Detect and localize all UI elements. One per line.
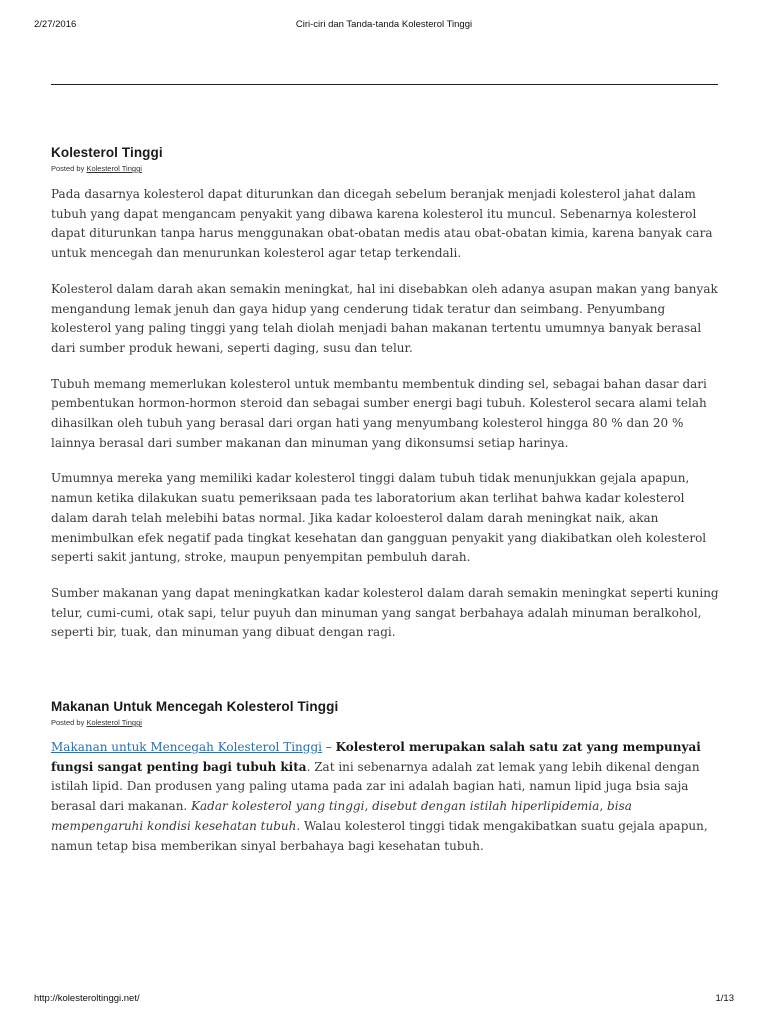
article-link[interactable]: Makanan untuk Mencegah Kolesterol Tinggi (51, 740, 322, 754)
post-title: Makanan Untuk Mencegah Kolesterol Tinggi (51, 699, 339, 714)
posted-by-label: Posted by (51, 718, 85, 727)
paragraph-1 (51, 738, 719, 856)
body-text-2: Walau kolesterol tinggi tidak mengakibatkan suatu gejala apapun, namun tetap bisa memberikan sinyal berbahaya bagi kesehatan tubuh. (51, 818, 708, 853)
print-date: 2/27/2016 (34, 19, 77, 30)
header-divider (51, 84, 718, 85)
posted-by-label: Posted by (51, 164, 85, 173)
print-page-title: Ciri-ciri dan Tanda-tanda Kolesterol Tinggi (295, 19, 473, 30)
post-kolesterol-tinggi (51, 145, 719, 643)
bold-statement: Kolesterol merupakan salah satu zat yang mempunyai fungsi sangat penting bagi tubuh kita (51, 740, 701, 774)
paragraph-3: Tubuh memang memerlukan kolesterol untuk membantu membentuk dinding sel, sebagai bahan dasar dari pembentukan hormon-hormon steroid dan sebagai sumber energi bagi tubuh. Kolesterol secara alami telah dihasilkan oleh tubuh yang berasal dari organ hati yang menyumbang kolesterol hingga 80 % dan 20 % lainnya berasal dari sumber makanan dan minuman yang dikonsumsi setiap harinya. (51, 376, 707, 450)
author-link[interactable]: Kolesterol Tinggi (86, 718, 142, 727)
paragraph-5: Sumber makanan yang dapat meningkatkan kadar kolesterol dalam darah semakin meningkat seperti kuning telur, cumi-cumi, otak sapi, telur puyuh dan minuman yang sangat berbahaya adalah minuman beralkohol, seperti bir, tuak, dan minuman yang dibuat dengan ragi. (51, 585, 719, 640)
paragraph-2: Kolesterol dalam darah akan semakin meningkat, hal ini disebabkan oleh adanya asupan makan yang banyak mengandung lemak jenuh dan gaya hidup yang cenderung tidak teratur dan seimbang. Penyumbang kolesterol yang paling tinggi yang telah diolah menjadi bahan makanan tertentu umumnya banyak berasal dari sumber produk hewani, seperti daging, susu dan telur. (51, 281, 718, 355)
period: . (306, 759, 311, 774)
paragraph-1: Pada dasarnya kolesterol dapat diturunkan dan dicegah sebelum beranjak menjadi kolesterol jahat dalam tubuh yang dapat mengancam penyakit yang dibawa karena kolesterol itu muncul. Sebenarnya kolesterol dapat diturunkan tanpa harus menggunakan obat-obatan medis atau obat-obatan kimia, karena banyak cara untuk mencegah dan menurunkan kolesterol agar tetap terkendali. (51, 187, 713, 261)
post-meta (51, 164, 719, 173)
dash-separator: – (321, 740, 336, 754)
post-title: Kolesterol Tinggi (51, 145, 163, 160)
body-text-1: Zat ini sebenarnya adalah zat lemak yang lebih dikenal dengan istilah lipid. Dan produsen yang paling utama pada zar ini adalah bagian hati, namun lipid juga bsia saja berasal dari makanan. (51, 759, 700, 814)
page-number: 1/13 (715, 993, 734, 1004)
post-meta (51, 718, 719, 727)
author-link[interactable]: Kolesterol Tinggi (86, 164, 142, 173)
italic-statement: Kadar kolesterol yang tinggi, disebut dengan istilah hiperlipidemia, bisa mempengaruhi kondisi kesehatan tubuh. (51, 799, 632, 833)
print-url: http://kolesteroltinggi.net/ (34, 993, 140, 1004)
post-makanan-mencegah-kolesterol (51, 699, 719, 856)
paragraph-4: Umumnya mereka yang memiliki kadar kolesterol tinggi dalam tubuh tidak menunjukkan gejala apapun, namun ketika dilakukan suatu pemeriksaan pada tes laboratorium akan terlihat bahwa kadar kolesterol dalam darah telah melebihi batas normal. Jika kadar koloesterol dalam darah meningkat naik, akan menimbulkan efek negatif pada tingkat kesehatan dan gangguan penyakit yang diakibatkan oleh kolesterol seperti sakit jantung, stroke, maupun penyempitan pembuluh darah. (51, 471, 707, 565)
